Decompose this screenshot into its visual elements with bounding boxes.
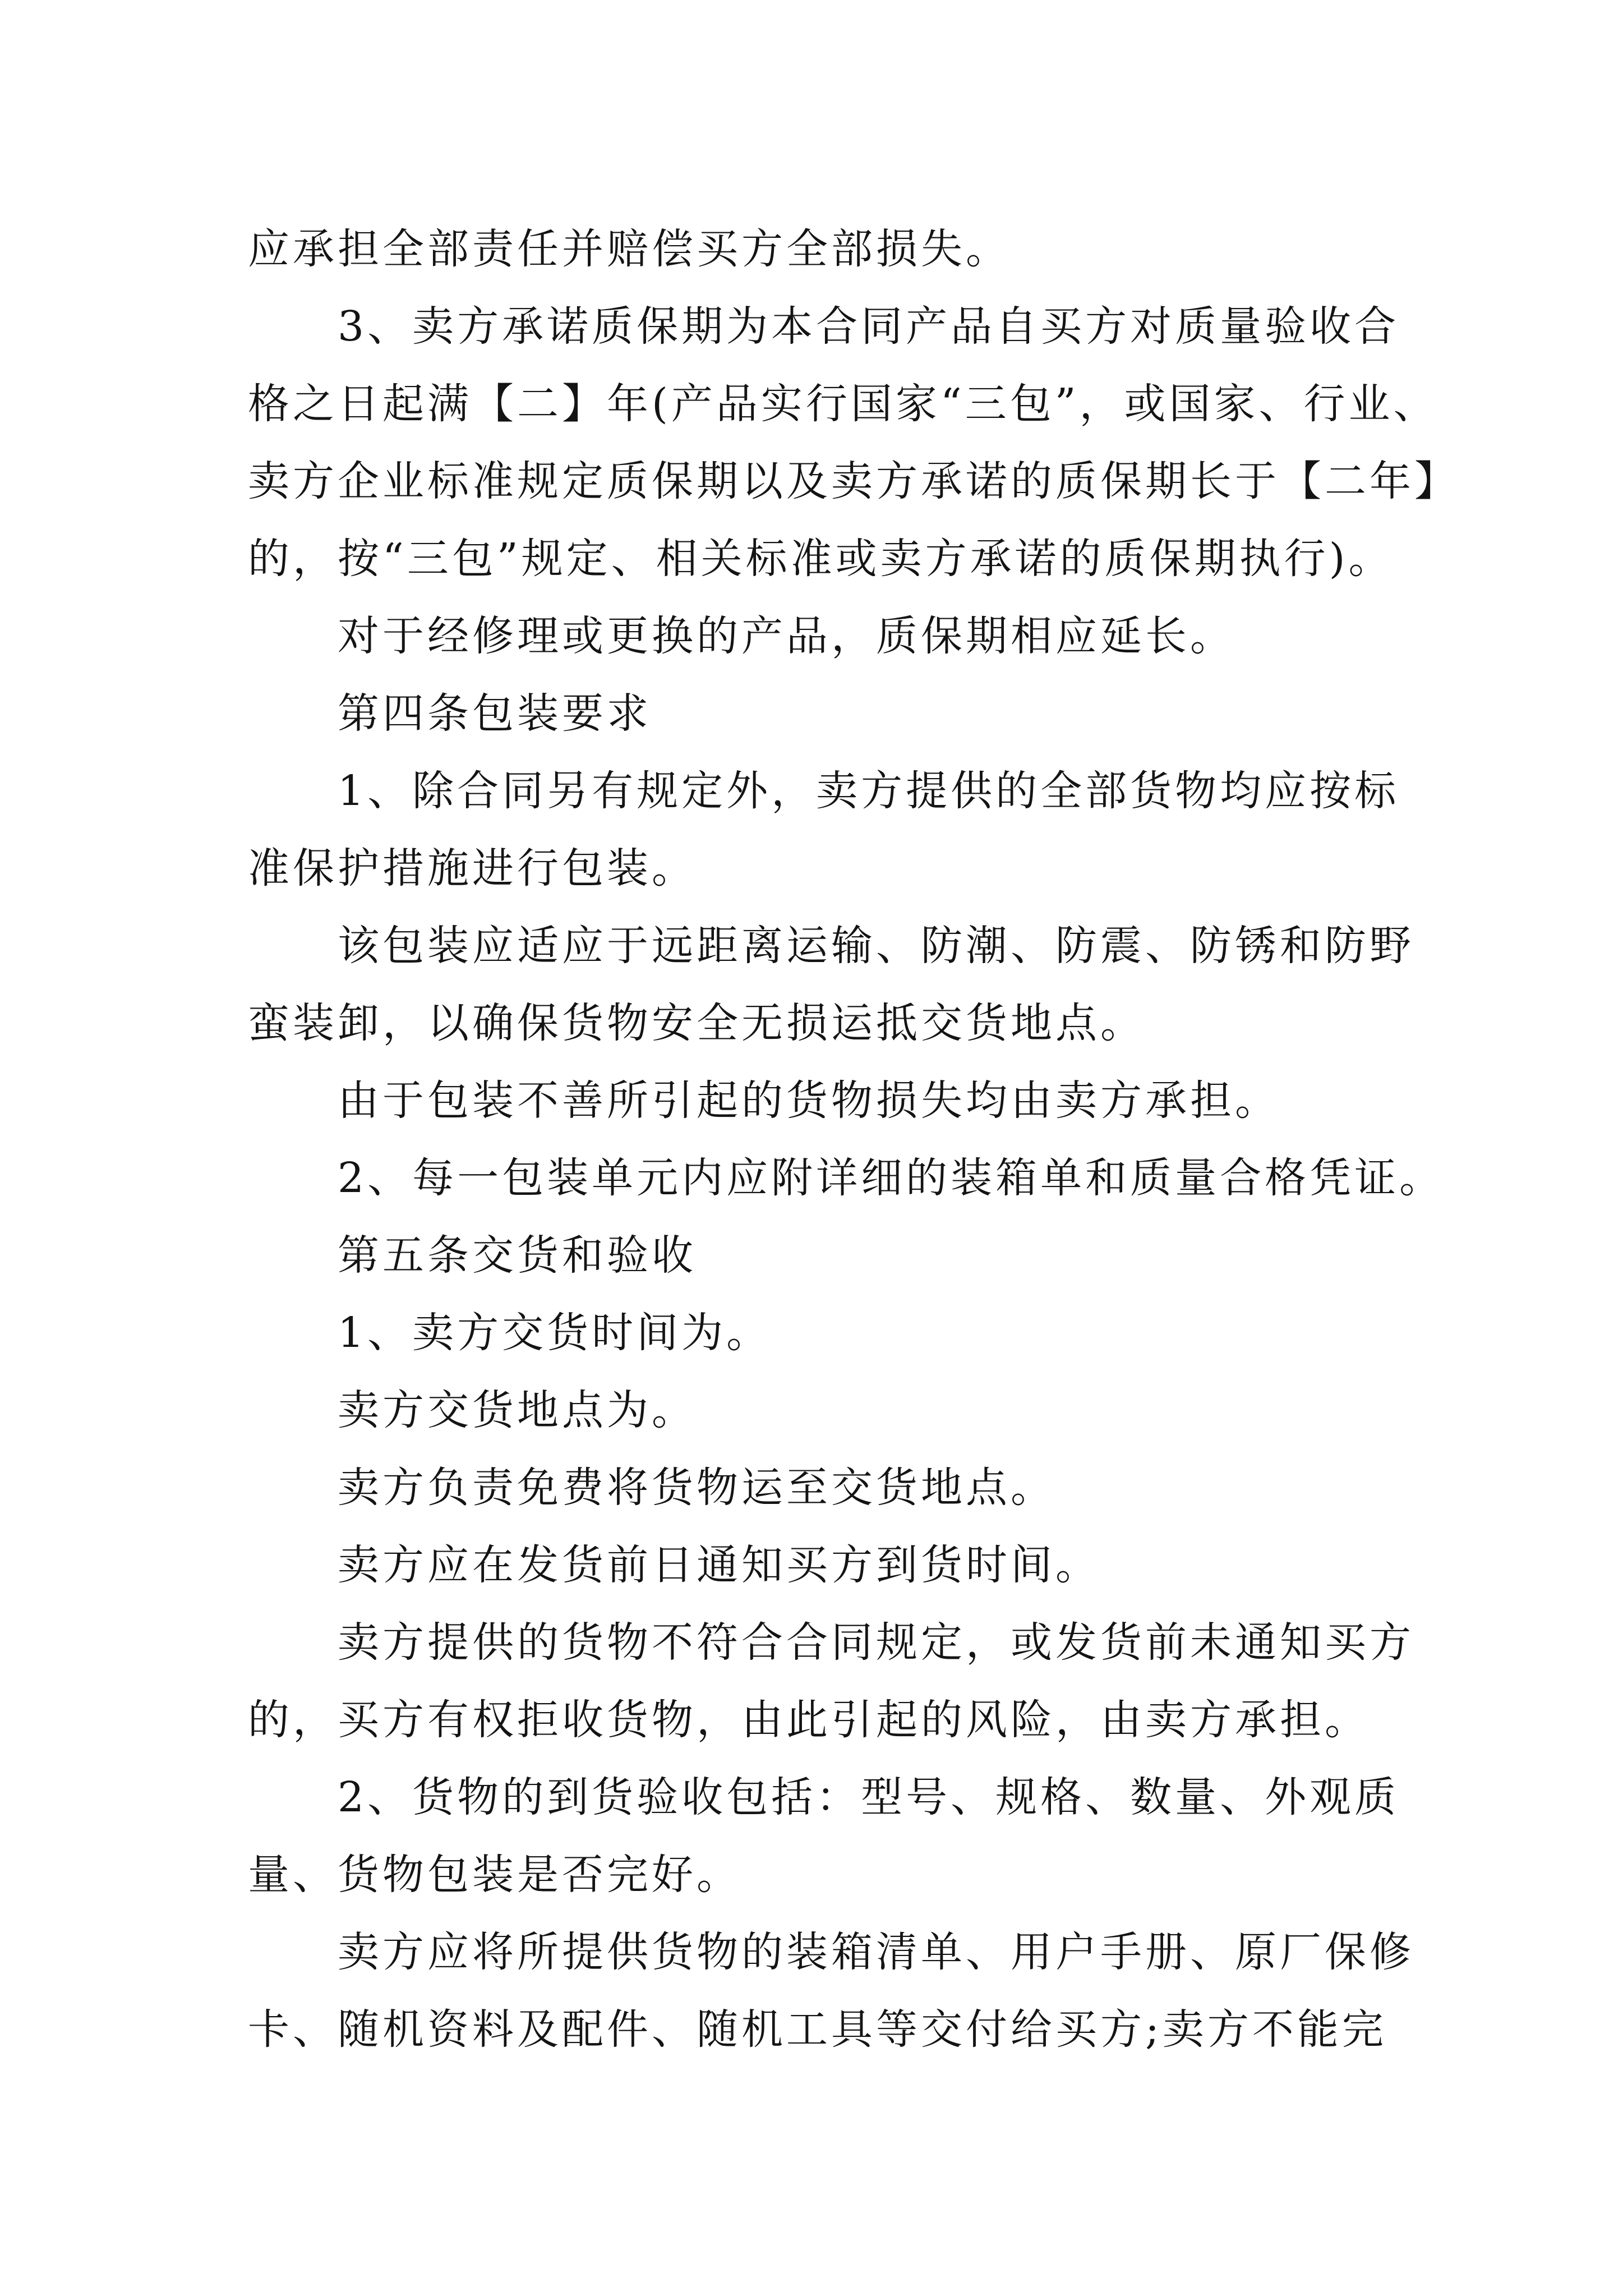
text-line: 由于包装不善所引起的货物损失均由卖方承担。 <box>338 1076 1280 1125</box>
text-line: 2、货物的到货验收包括：型号、规格、数量、外观质 <box>338 1773 1400 1821</box>
text-line: 对于经修理或更换的产品，质保期相应延长。 <box>338 612 1235 660</box>
text-line: 卖方企业标准规定质保期以及卖方承诺的质保期长于【二年】 <box>248 457 1459 505</box>
text-line: 卖方负责免费将货物运至交货地点。 <box>338 1464 1055 1512</box>
text-line: 的，买方有权拒收货物，由此引起的风险，由卖方承担。 <box>248 1696 1370 1744</box>
text-line: 卡、随机资料及配件、随机工具等交付给买方;卖方不能完 <box>248 2005 1387 2054</box>
text-line: 准保护措施进行包装。 <box>248 844 697 892</box>
document-body <box>248 210 1459 2068</box>
text-line: 格之日起满【二】年(产品实行国家“三包”，或国家、行业、 <box>248 380 1438 428</box>
text-line: 卖方提供的货物不符合合同规定，或发货前未通知买方 <box>338 1618 1414 1667</box>
text-line: 卖方应将所提供货物的装箱清单、用户手册、原厂保修 <box>338 1928 1414 1976</box>
text-line: 量、货物包装是否完好。 <box>248 1851 741 1899</box>
text-line: 该包装应适应于远距离运输、防潮、防震、防锈和防野 <box>338 922 1414 970</box>
text-line: 1、除合同另有规定外，卖方提供的全部货物均应按标 <box>338 767 1400 815</box>
section-heading: 第四条包装要求 <box>338 689 652 738</box>
text-line: 3、卖方承诺质保期为本合同产品自买方对质量验收合 <box>338 302 1400 351</box>
text-line: 1、卖方交货时间为。 <box>338 1309 772 1357</box>
text-line: 卖方应在发货前日通知买方到货时间。 <box>338 1541 1100 1589</box>
text-line: 2、每一包装单元内应附详细的装箱单和质量合格凭证。 <box>338 1154 1445 1202</box>
text-line: 应承担全部责任并赔偿买方全部损失。 <box>248 225 1011 273</box>
text-line: 的，按“三包”规定、相关标准或卖方承诺的质保期执行)。 <box>248 535 1394 583</box>
text-line: 卖方交货地点为。 <box>338 1386 697 1434</box>
section-heading: 第五条交货和验收 <box>338 1231 697 1280</box>
text-line: 蛮装卸，以确保货物安全无损运抵交货地点。 <box>248 999 1145 1047</box>
